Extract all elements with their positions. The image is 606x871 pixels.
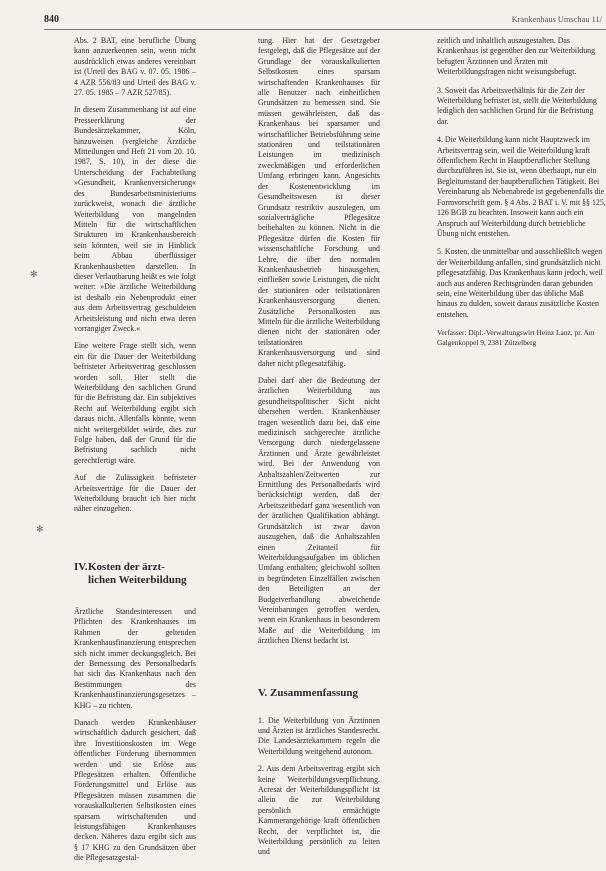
summary-heading: V. Zusammenfassung xyxy=(258,686,359,699)
paragraph: 4. Die Weiterbildung kann nicht Hauptzweck im Arbeitsvertrag sein, weil die Weiterbildung kraft öffentlichem Recht in Hauptberuflicher Stellung durchzuführen ist. Sie ist, wenn überhaupt, nur ein Begleitumstand der hauptberuflichen Tätigkeit. Bei Vereinbarung als Nebenabrede ist gegebenenfalls die Formvorschrift gem. § 4 Abs. 2 BAT i. V. mit §§ 125, 126 BGB zu beachten. Insoweit kann auch ein Anspruch auf Weiterbildung durch betriebliche Übung nicht entstehen. xyxy=(437,135,606,238)
section-heading xyxy=(74,561,196,587)
paragraph: Abs. 2 BAT, eine berufliche Übung kann anzuerkennen sein, wenn nicht ausdrücklich etwas anderes vereinbart ist (Urteil des BAG v. 07. 05. 1986 – 4 AZR 556/83 und Urteil des BAG v. 27. 05. 1985 – 7 AZR 527/85). xyxy=(74,36,196,98)
heading-line: Kosten der ärzt- xyxy=(88,560,165,573)
text-column-2 xyxy=(258,36,380,865)
paragraph: 1. Die Weiterbildung von Ärztinnen und Ärzten ist ärztliches Standesrecht. Die Landesärztekammern regeln die Weiterbildung weitgehend autonom. xyxy=(258,715,380,756)
paragraph: 3. Soweit das Arbeitsverhältnis für die Zeit der Weiterbildung befristet ist, stellt die Weiterbildung lediglich den sachlichen Grund für die Befristung dar. xyxy=(437,85,597,126)
page-number: 840 xyxy=(44,14,59,25)
paragraph: tung. Hier hat der Gesetzgeber festgelegt, daß die Pflegesätze auf der Grundlage der vorauskalkulierten Selbstkosten eines sparsam wirtschaftenden Krankenhauses für alle Benutzer nach einheitlichen Grundsätzen zu bemessen sind. Sie müssen gewährleisten, daß das Krankenhaus bei sparsamer und wirtschaftlicher Betriebsführung seine stationären und teilstationären Leistungen im medizinisch zweckmäßigen und erforderlichen Umfang erbringen kann. Angesichts der Kostenentwicklung im Gesundheitswesen ist dieser Grundsatz restriktiv auszulegen, um sozialverträgliche Pflegesätze beibehalten zu können. Nicht in die Pflegesätze dürfen die Kosten für wissenschaftliche Forschung und Lehre, die über den normalen Krankenhausbetrieb hinausgehen, einfließen sowie Leistungen, die nicht der stationären oder teilstationären Krankenhausversorgung dienen. Zusätzliche Personalkosten aus Mitteln für die ärztliche Weiterbildung dienen nicht der stationären oder teilstationären Krankenhausversorgung und sind daher nicht pflegesatzfähig. xyxy=(258,36,380,368)
paragraph: zeitlich und inhaltlich auszugestalten. Das Krankenhaus ist gegenüber den zur Weiterbildung befugten Ärztinnen und Ärzten mit Weiterbildungsfragen nicht weisungsbefugt. xyxy=(437,36,596,77)
paragraph: Dabei darf aber die Bedeutung der ärztlichen Weiterbildung aus gesundheitspolitischer Sicht nicht übersehen werden. Krankenhäuser tragen wesentlich dazu bei, daß eine medizinisch sachgerechte ärztliche Versorgung durch niedergelassene Ärztinnen und Ärzte gewährleistet wird. Bei der Anwendung von Anhaltszahlen/Zeitwerten zur Ermittlung des Personalbedarfs wird berücksichtigt werden, daß der Arbeitszeitbedarf ganz wesentlich von der ärztlichen Qualifikation abhängt. Grundsätzlich ist zwar davon auszugehen, daß die Anhaltszahlen einen Zeitanteil für Weiterbildungsaufgaben im üblichen Umfang enthalten; gleichwohl sollten in begründeten Einzelfällen zwischen den Beteiligten an der Budgetverhandlung abweichende Vereinbarungen getroffen werden, wenn ein Krankenhaus in besonderem Maße auf die Weiterbildung im ärztlichen Dienst bedacht ist. xyxy=(258,376,380,646)
section-number: IV. xyxy=(74,560,88,573)
margin-mark: ✻ xyxy=(30,269,38,279)
header-rule xyxy=(44,29,606,30)
paragraph: 2. Aus dem Arbeitsvertrag ergibt sich keine Weiterbildungsverpflichtung. Acresat der Weiterbildungspflicht ist allein die zur Weiterbildung persönlich ermächtigte Kammerangehörige kraft öffentlichen Recht, der verpflichtet ist, die Weiterbildung persönlich zu leiten und xyxy=(258,764,380,857)
paragraph: 5. Kosten, die unmittelbar und ausschließlich wegen der Weiterbildung anfallen, sind grundsätzlich nicht pflegesatzfähig. Das Krankenhaus kann jedoch, weil auch aus anderen Rechtsgründen daran gebunden sein, eine Weiterbildung über das übliche Maß hinaus zu dulden, soweit daraus zusätzliche Kosten entstehen. xyxy=(437,247,603,319)
paragraph: Ärztliche Standesinteressen und Pflichten des Krankenhauses im Rahmen der geltenden Krankenhausfinanzierung entsprechen sich nicht immer deckungsgleich. Bei der Bemessung des Personalbedarfs hat sich das Krankenhaus nach den Bestimmungen des Krankenhausfinanzierungsgesetzes – KHG – zu richten. xyxy=(74,606,196,710)
paragraph: Auf die Zulässigkeit befristeter Arbeitsverträge für die Dauer der Weiterbildung braucht ich hier nicht näher einzugehen. xyxy=(74,473,196,514)
text-column-1 xyxy=(74,36,196,871)
running-head: Krankenhaus Umschau 11/ xyxy=(511,15,602,24)
paragraph: In diesem Zusammenhang ist auf eine Presseerklärung der Bundesärztekammer, Köln, hinzuweisen (vergleiche Ärztliche Mitteilungen und Heft 21 vom 20. 10. 1987, S. 10), in der diese die Unterscheidung der Fachabteilung »Gesundheit, Krankenversicherung« des Bundesarbeitsministeriums zurückweist, wonach die ärztliche Weiterbildung von mangelnden Mitteln für die wirtschaftlichen Strukturen im Krankenhausbereich sein könnten, weil sie in Hinblick beim Abbau überflüssiger Krankenhausbetten darstellen. In dieser Verlautbarung heißt es wie folgt weiter: »Die ärztliche Weiterbildung ist deshalb ein Nebenprodukt einer aus dem Arbeitsvertrag geschuldeten Arbeitsleistung und nicht etwa deren vorrangiger Zweck.« xyxy=(74,105,196,333)
author-note: Verfasser: Dipl.-Verwaltungswirt Heinz Lanz, pr. Am Galgenkoppel 9, 2381 Zützelberg xyxy=(437,328,595,347)
heading-line: lichen Weiterbildung xyxy=(88,573,187,586)
paragraph: Eine weitere Frage stellt sich, wenn ein für die Dauer der Weiterbildung befristeter Arbeitsvertrag geschlossen worden soll. Hier stellt die Weiterbildung den sachlichen Grund für die Befristung dar. Ein subjektives Recht auf Weiterbildung ergibt sich daraus nicht. Allenfalls könnte, wenn nicht weitergebildet würde, dies zur Folge haben, daß der Grund für die Befristung sachlich nicht gerechtfertigt wäre. xyxy=(74,341,196,465)
margin-mark: ✻ xyxy=(36,524,44,534)
text-column-3 xyxy=(437,36,606,355)
paragraph: Danach werden Krankenhäuser wirtschaftlich dadurch gesichert, daß ihre Investitionskosten im Wege öffentlicher Förderung übernommen werden und sie Erlöse aus Pflegesätzen erhalten. Öffentliche Förderungsmittel und Erlöse aus Pflegesätzen müssen zusammen die vorauskalkulierten Selbstkosten eines sparsam wirtschaftenden und leistungsfähigen Krankenhauses decken. Näheres dazu ergibt sich aus § 17 KHG zu den Grundsätzen über die Pflegesatzgestal- xyxy=(74,717,196,863)
